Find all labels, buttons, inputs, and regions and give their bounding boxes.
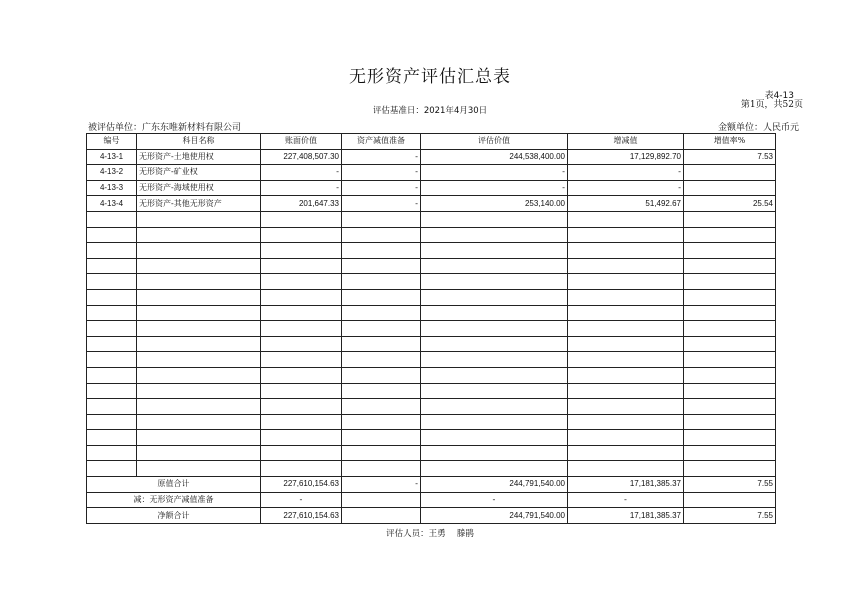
empty-row [87,383,776,399]
empty-cell [568,414,684,430]
empty-cell [261,274,342,290]
empty-cell [87,305,137,321]
empty-row [87,211,776,227]
empty-cell [137,352,261,368]
empty-row [87,352,776,368]
empty-cell [342,336,421,352]
empty-cell [342,243,421,259]
page-title: 无形资产评估汇总表 [349,67,511,87]
empty-cell [342,321,421,337]
empty-cell [342,289,421,305]
empty-cell [342,211,421,227]
empty-row [87,321,776,337]
empty-cell [261,352,342,368]
empty-cell [421,461,568,477]
empty-row [87,414,776,430]
empty-cell [342,383,421,399]
row-book-value: 227,408,507.30 [261,149,342,165]
empty-cell [684,414,776,430]
empty-cell [137,321,261,337]
row-rate [684,180,776,196]
header-impairment: 资产减值准备 [342,134,421,150]
empty-cell [684,211,776,227]
empty-cell [568,352,684,368]
empty-cell [568,336,684,352]
row-code: 4-13-2 [87,165,137,181]
empty-cell [137,336,261,352]
empty-cell [261,321,342,337]
empty-cell [568,461,684,477]
empty-cell [137,414,261,430]
summary-rate [684,492,776,508]
empty-cell [684,430,776,446]
summary-eval-value: 244,791,540.00 [421,508,568,524]
empty-cell [421,399,568,415]
summary-label: 减：无形资产减值准备 [87,492,261,508]
empty-cell [261,414,342,430]
empty-cell [87,414,137,430]
empty-cell [568,211,684,227]
empty-cell [342,305,421,321]
row-diff: 51,492.67 [568,196,684,212]
empty-cell [421,367,568,383]
summary-book-value: - [261,492,342,508]
empty-cell [421,383,568,399]
empty-cell [137,258,261,274]
header-eval-value: 评估价值 [421,134,568,150]
empty-cell [87,383,137,399]
empty-cell [342,227,421,243]
row-eval-value: - [421,165,568,181]
header-name: 科目名称 [137,134,261,150]
empty-cell [261,243,342,259]
summary-diff: - [568,492,684,508]
summary-eval-value: 244,791,540.00 [421,477,568,493]
empty-row [87,305,776,321]
empty-cell [342,258,421,274]
empty-cell [261,430,342,446]
table-id: 表4-13 [764,91,794,101]
row-code: 4-13-3 [87,180,137,196]
empty-cell [684,274,776,290]
empty-cell [261,445,342,461]
row-impairment: - [342,165,421,181]
empty-cell [137,399,261,415]
empty-cell [87,445,137,461]
header-diff: 增减值 [568,134,684,150]
row-eval-value: 244,538,400.00 [421,149,568,165]
empty-cell [137,211,261,227]
empty-cell [137,367,261,383]
empty-cell [137,430,261,446]
empty-cell [87,227,137,243]
header-code: 编号 [87,134,137,150]
summary-diff: 17,181,385.37 [568,508,684,524]
empty-cell [684,445,776,461]
empty-cell [137,445,261,461]
row-rate: 25.54 [684,196,776,212]
empty-row [87,227,776,243]
empty-cell [261,336,342,352]
empty-cell [87,399,137,415]
empty-cell [568,445,684,461]
empty-row [87,461,776,477]
empty-cell [137,227,261,243]
empty-cell [342,367,421,383]
row-name: 无形资产-土地使用权 [137,149,261,165]
empty-row [87,258,776,274]
empty-cell [568,227,684,243]
summary-row-original-total [87,477,776,493]
empty-cell [684,321,776,337]
empty-row [87,430,776,446]
summary-impairment: - [342,477,421,493]
row-name: 无形资产-矿业权 [137,165,261,181]
empty-cell [421,321,568,337]
empty-cell [568,367,684,383]
empty-cell [261,289,342,305]
empty-cell [342,274,421,290]
summary-label: 原值合计 [87,477,261,493]
empty-row [87,445,776,461]
row-eval-value: - [421,180,568,196]
empty-cell [261,461,342,477]
row-impairment: - [342,196,421,212]
empty-cell [568,274,684,290]
empty-cell [421,414,568,430]
empty-cell [684,399,776,415]
empty-cell [684,243,776,259]
row-diff: - [568,165,684,181]
empty-cell [684,336,776,352]
empty-cell [684,352,776,368]
row-name: 无形资产-其他无形资产 [137,196,261,212]
row-diff: 17,129,892.70 [568,149,684,165]
empty-cell [684,383,776,399]
empty-cell [568,258,684,274]
empty-cell [568,383,684,399]
empty-cell [421,352,568,368]
empty-cell [261,227,342,243]
empty-cell [87,367,137,383]
empty-cell [421,305,568,321]
row-book-value: - [261,165,342,181]
table-row [87,180,776,196]
summary-label: 净额合计 [87,508,261,524]
empty-cell [87,211,137,227]
empty-cell [87,289,137,305]
empty-cell [137,289,261,305]
row-book-value: 201,647.33 [261,196,342,212]
empty-cell [568,399,684,415]
empty-cell [261,383,342,399]
empty-cell [342,430,421,446]
table-row [87,149,776,165]
empty-row [87,399,776,415]
empty-cell [261,305,342,321]
summary-impairment [342,492,421,508]
empty-cell [421,430,568,446]
empty-cell [342,352,421,368]
table-row [87,196,776,212]
empty-cell [137,243,261,259]
summary-impairment [342,508,421,524]
empty-cell [261,211,342,227]
empty-cell [421,258,568,274]
empty-cell [421,243,568,259]
empty-cell [137,461,261,477]
summary-book-value: 227,610,154.63 [261,477,342,493]
row-diff: - [568,180,684,196]
empty-row [87,243,776,259]
empty-cell [421,211,568,227]
empty-cell [87,243,137,259]
row-impairment: - [342,149,421,165]
row-rate [684,165,776,181]
empty-cell [261,367,342,383]
empty-row [87,274,776,290]
empty-cell [137,305,261,321]
empty-row [87,289,776,305]
assessed-entity: 被评估单位：广东东唯新材料有限公司 [88,123,242,133]
row-eval-value: 253,140.00 [421,196,568,212]
empty-cell [684,227,776,243]
empty-cell [87,274,137,290]
empty-cell [568,243,684,259]
row-impairment: - [342,180,421,196]
empty-cell [684,461,776,477]
empty-cell [87,336,137,352]
empty-row [87,336,776,352]
empty-cell [421,445,568,461]
summary-table [86,133,776,524]
empty-cell [421,274,568,290]
empty-cell [87,258,137,274]
empty-cell [568,321,684,337]
empty-cell [342,445,421,461]
empty-cell [87,461,137,477]
empty-cell [87,352,137,368]
base-date: 评估基准日：2021年4月30日 [372,106,488,116]
empty-cell [261,399,342,415]
empty-cell [684,289,776,305]
empty-cell [137,274,261,290]
empty-cell [421,336,568,352]
row-code: 4-13-1 [87,149,137,165]
page-info: 第1页，共52页 [740,100,803,110]
empty-cell [684,258,776,274]
summary-rate: 7.55 [684,508,776,524]
empty-cell [87,321,137,337]
empty-cell [87,430,137,446]
summary-row-impairment [87,492,776,508]
summary-row-net-total [87,508,776,524]
row-code: 4-13-4 [87,196,137,212]
empty-cell [568,430,684,446]
table-row [87,165,776,181]
row-name: 无形资产-海域使用权 [137,180,261,196]
empty-cell [568,289,684,305]
assessors: 评估人员：王勇 滕鹃 [386,529,474,539]
header-book-value: 账面价值 [261,134,342,150]
empty-cell [568,305,684,321]
empty-cell [421,227,568,243]
header-rate: 增值率% [684,134,776,150]
summary-book-value: 227,610,154.63 [261,508,342,524]
row-book-value: - [261,180,342,196]
summary-diff: 17,181,385.37 [568,477,684,493]
header-row [87,134,776,150]
empty-cell [261,258,342,274]
empty-cell [342,414,421,430]
empty-cell [684,305,776,321]
empty-cell [137,383,261,399]
empty-cell [342,399,421,415]
empty-cell [684,367,776,383]
currency-unit: 金额单位：人民币元 [717,123,799,133]
summary-rate: 7.55 [684,477,776,493]
summary-eval-value: - [421,492,568,508]
empty-cell [421,289,568,305]
empty-cell [342,461,421,477]
empty-row [87,367,776,383]
row-rate: 7.53 [684,149,776,165]
